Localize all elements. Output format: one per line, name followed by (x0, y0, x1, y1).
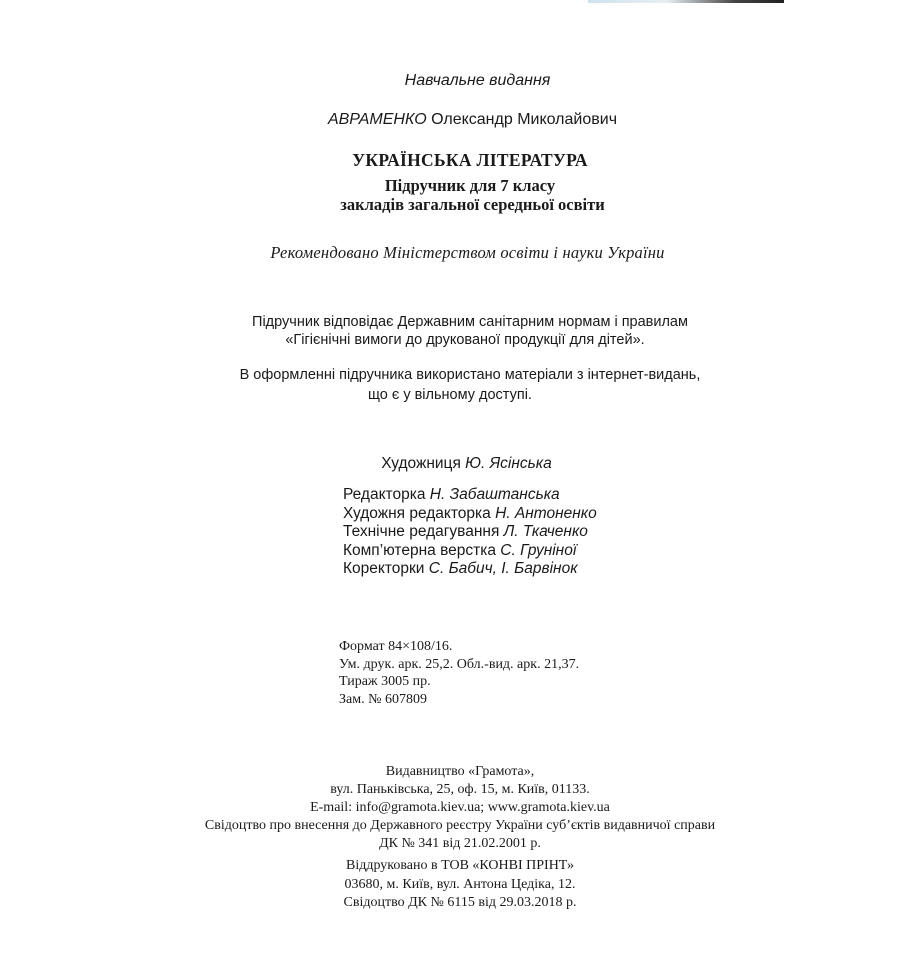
credit-row (343, 486, 597, 505)
publisher-line: Видавництво «Грамота», (385, 764, 535, 779)
design-notice-line1: В оформленні підручника використано матеріали з інтернет-видань, (239, 367, 701, 383)
credit-name: С. Груніної (500, 541, 577, 559)
print-format-info (339, 638, 579, 708)
artist-name: Ю. Ясінська (465, 455, 552, 472)
printer-line: Віддруковано в ТОВ «КОНВІ ПРІНТ» (345, 858, 574, 873)
credit-row (343, 505, 597, 524)
credit-row (343, 560, 597, 579)
format-line: Тираж 3005 пр. (339, 674, 431, 689)
publisher-line: Свідоцтво про внесення до Державного реєстру України суб’єктів видавничої справи (204, 818, 716, 833)
author-given-names: Олександр Миколайович (431, 111, 618, 128)
credit-role: Технічне редагування (343, 523, 500, 540)
design-notice-line2: що є у вільному доступі. (368, 387, 532, 403)
hygiene-notice-line1: Підручник відповідає Державним санітарним нормам і правилам (252, 314, 688, 330)
publisher-line: E-mail: info@gramota.kiev.ua; www.gramota.kiev.ua (310, 800, 610, 815)
credit-name: Н. Забаштанська (429, 486, 560, 503)
hygiene-notice-line2: «Гігієнічні вимоги до друкованої продукції для дітей». (285, 332, 645, 348)
editorial-credits (343, 486, 597, 579)
format-line: Формат 84×108/16. (339, 639, 453, 654)
credit-row (343, 523, 597, 542)
book-subtitle-line1: Підручник для 7 класу (384, 176, 556, 195)
edition-type: Навчальне видання (404, 72, 551, 89)
printer-line: Свідоцтво ДК № 6115 від 29.03.2018 р. (343, 895, 577, 910)
credit-name: Л. Ткаченко (503, 523, 588, 540)
publisher-info (0, 763, 900, 853)
author-line (0, 111, 900, 129)
publisher-line: ДК № 341 від 21.02.2001 р. (379, 836, 541, 851)
printer-info (0, 857, 900, 913)
format-line: Зам. № 607809 (339, 691, 427, 707)
credit-role: Комп’ютерна верстка (343, 541, 496, 559)
credit-row (343, 542, 597, 561)
credit-name: С. Бабич, І. Барвінок (428, 560, 578, 577)
publisher-line: вул. Паньківська, 25, оф. 15, м. Київ, 01133. (330, 782, 590, 797)
credit-role: Коректорки (343, 560, 425, 577)
author-surname: АВРАМЕНКО (327, 111, 427, 128)
book-subtitle-line2: закладів загальної середньої освіти (340, 195, 605, 214)
credit-role: Художня редакторка (343, 504, 491, 522)
credit-role: Редакторка (343, 486, 426, 503)
ministry-recommendation: Рекомендовано Міністерством освіти і науки України (270, 243, 665, 262)
artist-role: Художниця (381, 455, 461, 472)
artist-credit (0, 455, 900, 473)
credit-name: Н. Антоненко (495, 504, 597, 522)
book-title: УКРАЇНСЬКА ЛІТЕРАТУРА (352, 150, 588, 170)
page-top-edge-scan-artifact (588, 0, 784, 3)
format-line: Ум. друк. арк. 25,2. Обл.-вид. арк. 21,37. (339, 656, 580, 672)
printer-line: 03680, м. Київ, вул. Антона Цедіка, 12. (344, 876, 576, 892)
